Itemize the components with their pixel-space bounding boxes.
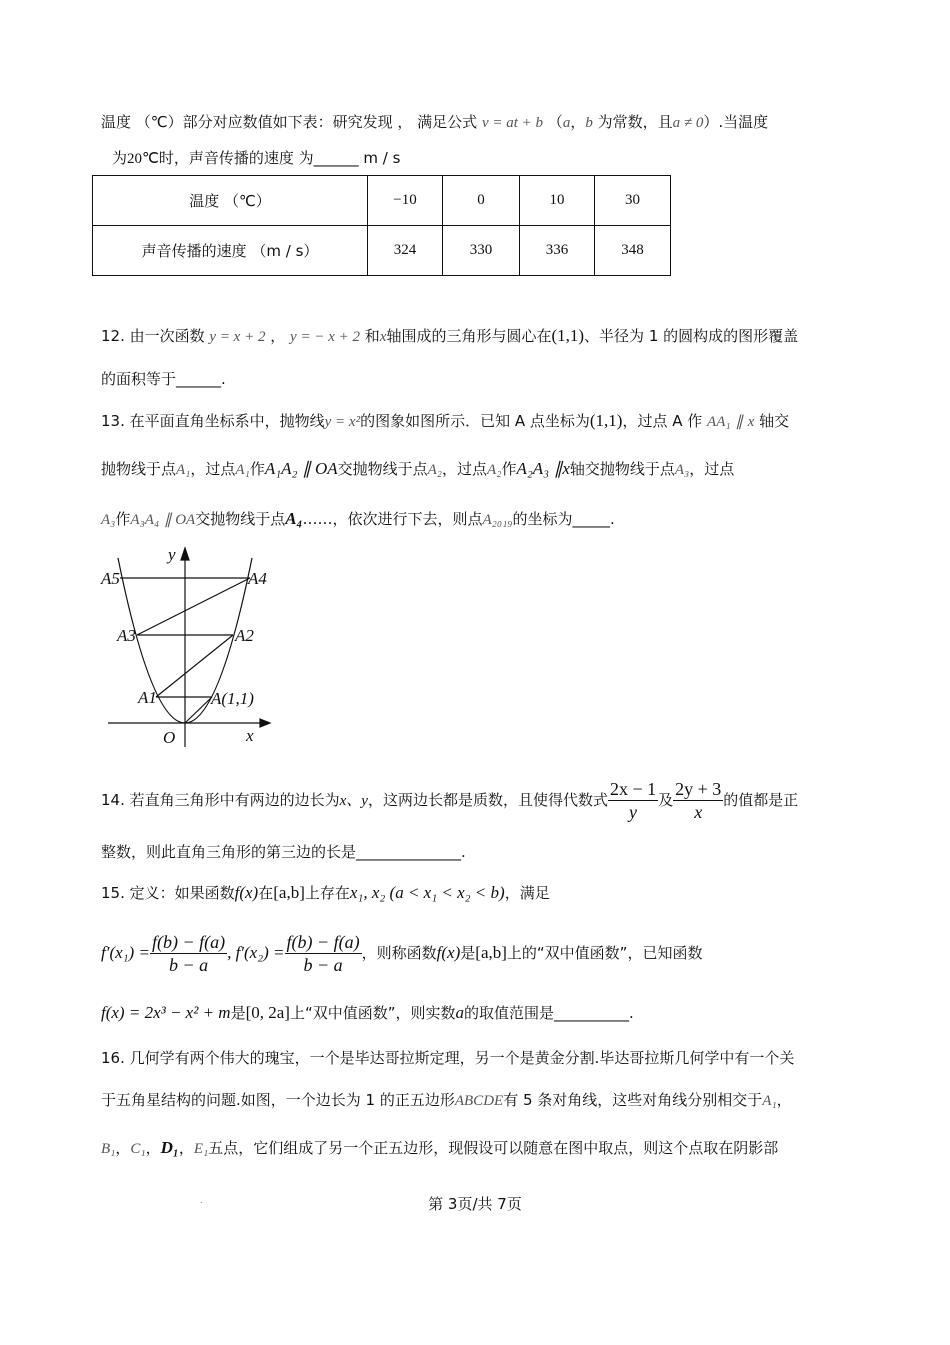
table-cell: 30 [595, 176, 671, 226]
p15-line2: f′(x₁) = $\frac{f(b) - f(a)}{b - a}$ , f′(x₂) = $\frac{f(b) - f(a)}{b - a}$ ，则称函数f(x)是[a,b]上的“双中值函数”，已知函数 [101, 932, 703, 975]
table-row [93, 176, 671, 226]
table-cell: 324 [368, 226, 443, 276]
table-cell: 336 [520, 226, 595, 276]
segment-a4-a3 [137, 578, 250, 635]
p13-line1: 13. 在平面直角坐标系中，抛物线y = x²的图象如图所示．已知 A 点坐标为(1,1)，过点 A 作 AA₁ ∥ x 轴交 [101, 411, 790, 430]
table-cell: 0 [443, 176, 520, 226]
table-cell: −10 [368, 176, 443, 226]
p11-line2: 为20℃时，声音传播的速度 为______ m / s [112, 149, 401, 167]
parabola-figure [95, 543, 275, 753]
footer-dot: . [200, 1196, 203, 1205]
p16-line1: 16. 几何学有两个伟大的瑰宝，一个是毕达哥拉斯定理，另一个是黄金分割.毕达哥拉斯几何学中有一个关 [101, 1049, 795, 1067]
table-cell: 348 [595, 226, 671, 276]
segment-a2-a1 [156, 635, 233, 697]
p13-line3: A₃作A₃A₄ ∥ OA交抛物线于点A₄……，依次进行下去，则点A₂₀₁₉的坐标为_____. [101, 509, 615, 528]
x-axis-arrow [260, 719, 270, 727]
data-table [92, 175, 671, 276]
label-a3: A3 [117, 626, 136, 645]
fraction-3: $\frac{f(b) - f(a)}{b - a}$ [151, 932, 226, 975]
p14-line2: 整数，则此直角三角形的第三边的长是______________. [101, 843, 466, 861]
fraction-4: $\frac{f(b) - f(a)}{b - a}$ [286, 932, 360, 975]
table-cell: 330 [443, 226, 520, 276]
label-a4: A4 [248, 569, 267, 588]
p11-line1: 温度 （℃）部分对应数值如下表：研究发现 ， 满足公式 v = at + b （a，b 为常数，且a ≠ 0）.当温度 [101, 113, 769, 131]
p14-line1: 14. 若直角三角形中有两边的边长为x、y，这两边长都是质数，且使得代数式 $\frac{2x - 1}{y}$ 及 $\frac{2y + 3}{x}$ 的值都是正 [101, 779, 799, 822]
p12-line1: 12. 由一次函数 y = x + 2 ， y = − x + 2 和x轴围成的三角形与圆心在(1,1)、半径为 1 的圆构成的图形覆盖 [101, 326, 799, 345]
fraction-2: $\frac{2y + 3}{x}$ [675, 779, 722, 822]
table-cell: 声音传播的速度 （m / s） [93, 226, 368, 276]
label-x: x [246, 726, 254, 745]
p15-line3: f(x) = 2x³ − x² + m是[0, 2a]上“双中值函数”，则实数a的取值范围是__________. [101, 1003, 634, 1022]
label-a2: A2 [235, 626, 254, 645]
p16-line2: 于五角星结构的问题.如图，一个边长为 1 的正五边形ABCDE有 5 条对角线，这些对角线分别相交于A₁， [101, 1091, 792, 1109]
label-y: y [168, 545, 176, 564]
p13-line2: 抛物线于点A₁，过点A₁作A₁A₂ ∥ OA交抛物线于点A₂，过点A₂作A₂A₃ ∥x轴交抛物线于点A₃，过点 [101, 459, 735, 478]
label-a5: A5 [101, 569, 120, 588]
p16-line3: B₁，C₁，D₁，E₁五点，它们组成了另一个正五边形，现假设可以随意在图中取点，则这个点取在阴影部 [101, 1138, 779, 1157]
p15-line1: 15. 定义：如果函数f(x)在[a,b]上存在x₁, x₂ (a < x₁ < x₂ < b)，满足 [101, 883, 550, 902]
label-a1: A1 [138, 688, 157, 707]
page-footer: 第 3页/共 7页 [428, 1195, 522, 1213]
table-cell: 温度 （℃） [93, 176, 368, 226]
y-axis-arrow [181, 548, 189, 560]
fraction-1: $\frac{2x - 1}{y}$ [609, 779, 657, 822]
segment-o-a [185, 697, 212, 723]
p12-line2: 的面积等于______. [101, 370, 226, 388]
label-a: A(1,1) [211, 689, 254, 708]
table-cell: 10 [520, 176, 595, 226]
formula-v: v = at + b [481, 115, 544, 131]
table-row [93, 226, 671, 276]
label-o: O [163, 728, 176, 747]
